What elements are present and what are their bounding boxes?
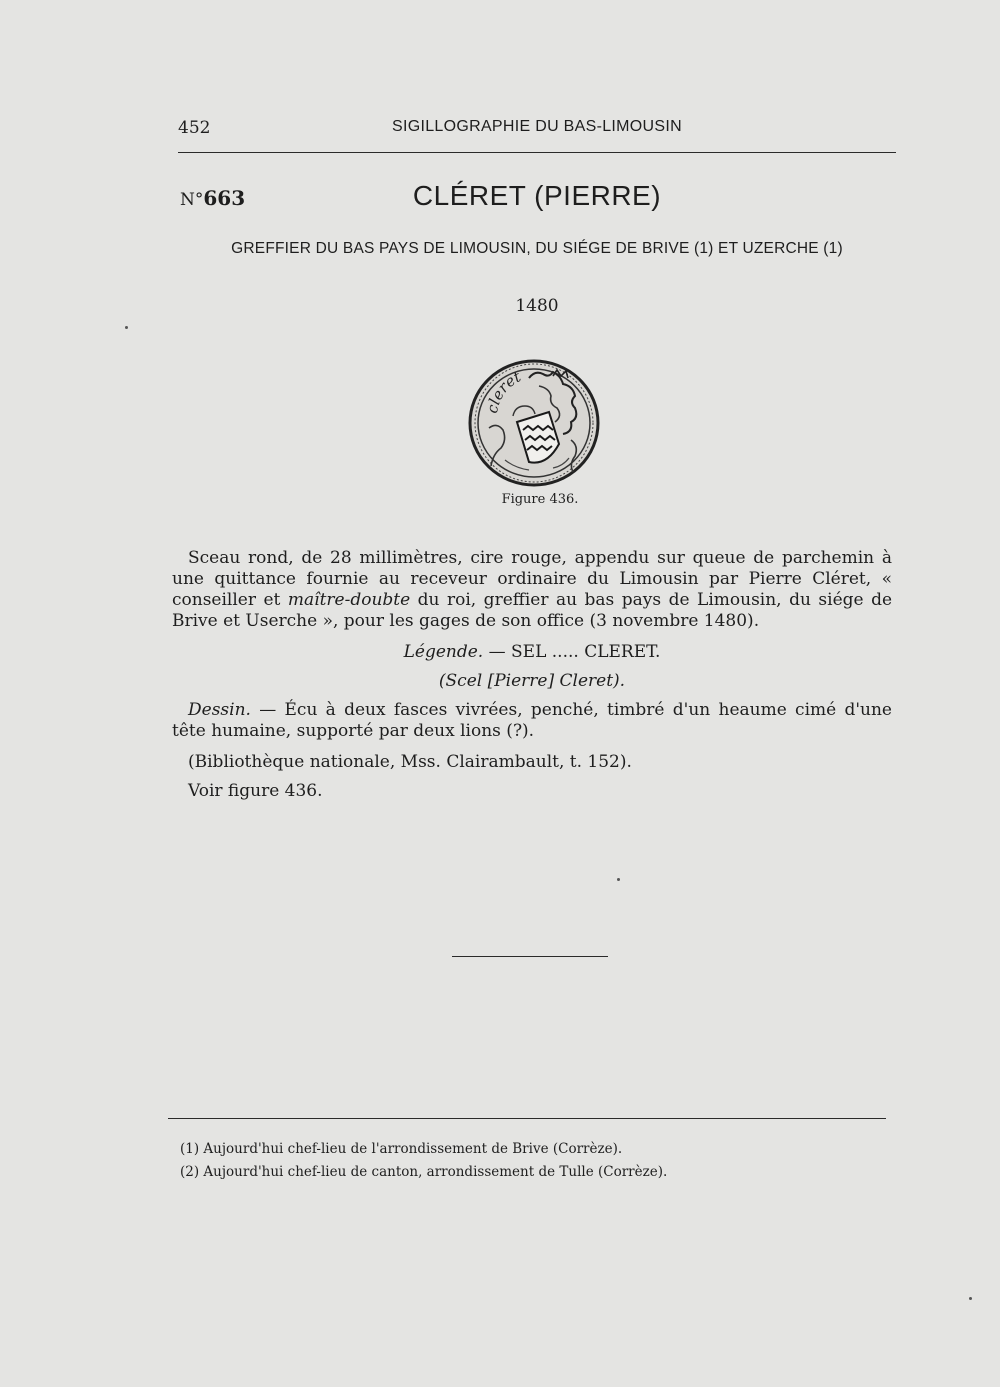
dessin-label: Dessin. (188, 700, 251, 720)
source-citation: (Bibliothèque nationale, Mss. Clairambault, t. 152). (188, 752, 632, 772)
dessin-paragraph (172, 700, 892, 742)
footnote-1: (1) Aujourd'hui chef-lieu de l'arrondissement de Brive (Corrèze). (180, 1141, 623, 1157)
footnote-rule (168, 1118, 886, 1119)
legend-reading: (Scel [Pierre] Cleret). (438, 671, 626, 691)
figure-reference: Voir figure 436. (188, 781, 323, 801)
figure-caption: Figure 436. (501, 492, 579, 507)
description-italic: maître-doubte (287, 590, 411, 610)
legend-text: — SEL ..... CLERET. (483, 642, 661, 662)
footnote-2: (2) Aujourd'hui chef-lieu de canton, arrondissement de Tulle (Corrèze). (180, 1164, 668, 1180)
entry-number-value: 663 (203, 186, 246, 210)
entry-body (172, 548, 892, 802)
entry-title: CLÉRET (PIERRE) (412, 180, 662, 211)
ink-speck (617, 878, 620, 881)
running-head (178, 118, 896, 142)
seal-image (467, 356, 601, 490)
running-title: SIGILLOGRAPHIE DU BAS-LIMOUSIN (392, 118, 682, 135)
seal-inscription: cleret (483, 367, 524, 415)
header-rule (178, 152, 896, 153)
entry-number-prefix: N° (180, 190, 204, 210)
entry-subtitle: GREFFIER DU BAS PAYS DE LIMOUSIN, DU SIÉGE DE BRIVE (1) ET UZERCHE (1) (231, 240, 843, 257)
end-rule (452, 956, 608, 957)
dessin-text: — Écu à deux fasces vivrées, penché, timbré d'un heaume cimé d'une tête humaine, supporté par deux lions (?). (172, 700, 892, 741)
legend-line (172, 642, 892, 663)
entry-year: 1480 (515, 296, 559, 316)
page-number: 452 (178, 118, 211, 138)
legend-label: Légende. (403, 642, 484, 662)
footnotes (180, 1138, 880, 1184)
description-paragraph: Sceau rond, de 28 millimètres, cire rouge, appendu sur queue de parchemin à une quittance fournie au receveur ordinaire du Limousin par Pierre Cléret, « conseiller et maître-doubte du roi, greffier au bas pays de Limousin, du siége de Brive et Userche », pour les gages de son office (3 novembre 1480). (172, 548, 893, 631)
ink-speck (969, 1297, 972, 1300)
ink-speck (125, 326, 128, 329)
